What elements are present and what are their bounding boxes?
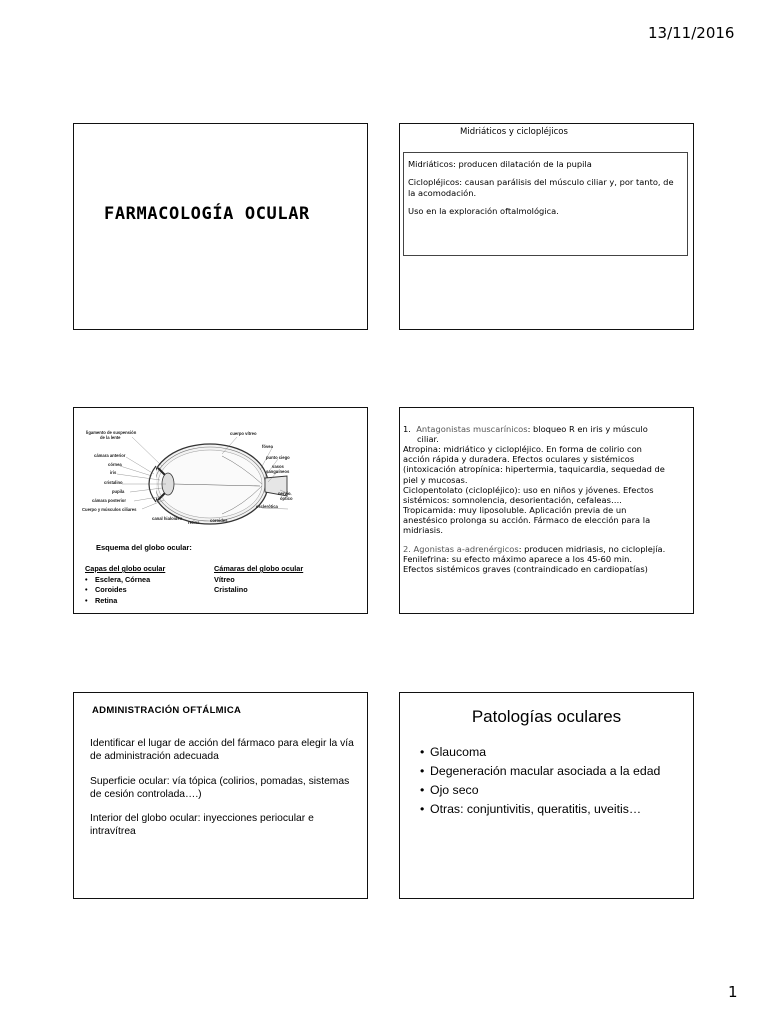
label-camara-posterior: cámara posterior: [92, 498, 126, 503]
page-date: 13/11/2016: [648, 24, 735, 42]
slide-patologias: [399, 692, 694, 899]
label-retina: retina: [188, 520, 200, 525]
list-item: Cristalino: [214, 585, 248, 595]
page-number: 1: [728, 983, 738, 1001]
text-line: acción rápida y duradera. Efectos oculares y sistémicos: [403, 454, 635, 465]
label-vasos: vasos: [272, 464, 284, 469]
layers-heading: Capas del globo ocular: [85, 564, 166, 573]
paragraph-1: Identificar el lugar de acción del fármaco para elegir la vía de administración adecuada: [90, 738, 354, 762]
label-pupila: pupila: [112, 489, 125, 494]
label-cristalino: cristalino: [104, 480, 123, 485]
slide-heading: ADMINISTRACIÓN OFTÁLMICA: [92, 705, 242, 716]
label-ligamento-2: de la lente: [100, 435, 121, 440]
list-item: • Coroides: [85, 585, 165, 596]
list-item: • Degeneración macular asociada a la edad: [420, 762, 660, 781]
slide-midriaticos: [399, 123, 694, 330]
definition-cicloplejicos: Ciclopléjicos: causan parálisis del músculo ciliar y, por tanto, de la acomodación.: [408, 177, 674, 198]
label-cornea: córnea: [108, 462, 122, 467]
text-line: midriasis.: [403, 525, 444, 536]
label-cuerpo-musculos: Cuerpo y músculos ciliares: [82, 507, 137, 512]
list-item: • Retina: [85, 596, 165, 607]
slide-globo-ocular: [73, 407, 368, 614]
label-camara-anterior: cámara anterior: [94, 453, 126, 458]
text-line: anestésico prolonga su acción. Fármaco de elección para la: [403, 514, 651, 525]
eye-anatomy-diagram: [82, 426, 327, 530]
slide-heading: Midriáticos y ciclopléjicos: [460, 127, 568, 137]
slide-farmacos-midriaticos: [399, 407, 694, 614]
text-line: sistémicos: somnolencia, desorientación, cefaleas….: [403, 494, 622, 505]
text-line: piel y mucosas.: [403, 474, 468, 485]
slide-title: FARMACOLOGÍA OCULAR: [104, 204, 310, 224]
slide-administracion: [73, 692, 368, 899]
list-item: • Glaucoma: [420, 743, 660, 762]
list-item: • Ojo seco: [420, 781, 660, 800]
label-nervio-2: óptico: [280, 496, 293, 501]
diagram-caption: Esquema del globo ocular:: [96, 543, 192, 552]
drug-list: [403, 424, 693, 575]
text-line: Fenilefrina: su efecto máximo aparece a los 45-60 min.: [403, 554, 633, 565]
list-item: • Otras: conjuntivitis, queratitis, uveitis…: [420, 800, 660, 819]
label-coroides: coroides: [210, 518, 228, 523]
item1-line: 1. Antagonistas muscarínicos: bloqueo R en iris y músculo: [403, 424, 648, 434]
slide-title-farmacologia: [73, 123, 368, 330]
text-line: Atropina: midriático y ciclopléjico. En forma de colirio con: [403, 444, 642, 455]
pathology-list: [420, 743, 660, 819]
label-punto-ciego: punto ciego: [266, 455, 290, 460]
list-item: • Esclera, Córnea: [85, 575, 165, 586]
label-esclerotica: esclerótica: [256, 504, 278, 509]
text-line: Efectos sistémicos graves (contraindicado en cardiopatías): [403, 564, 648, 575]
chambers-heading: Cámaras del globo ocular: [214, 564, 304, 573]
label-nervio: nervio: [278, 491, 291, 496]
administration-text: [90, 738, 360, 851]
text-line: (intoxicación atropínica: hipertermia, taquicardia, sequedad de: [403, 464, 665, 475]
text-line: Tropicamida: muy liposoluble. Aplicación previa de un: [403, 504, 627, 515]
label-ligamento: ligamento de suspensión: [86, 430, 137, 435]
usage-note: Uso en la exploración oftalmológica.: [408, 206, 559, 217]
label-fovea: fóvea: [262, 444, 273, 449]
label-cuerpo-vitreo: cuerpo vítreo: [230, 431, 257, 436]
paragraph-3: Interior del globo ocular: inyecciones periocular e intravítrea: [90, 813, 314, 838]
chambers-column: [214, 564, 303, 596]
definition-midriaticos: Midriáticos: producen dilatación de la pupila: [408, 159, 592, 169]
layers-column: [85, 564, 165, 606]
list-item: Vítreo: [214, 574, 235, 584]
item1-line-2: ciliar.: [417, 434, 439, 445]
label-canal-hialoideo: canal hialoideo: [152, 516, 183, 521]
label-vasos-2: sanguíneos: [266, 469, 290, 474]
slide-heading: Patologías oculares: [471, 707, 622, 726]
label-iris: iris: [110, 470, 117, 475]
paragraph-2: Superficie ocular: vía tópica (colirios, pomadas, sistemas de cesión controlada….): [90, 775, 350, 800]
text-line: Ciclopentolato (ciclopléjico): uso en niños y jóvenes. Efectos: [403, 484, 654, 495]
item2-line: 2. Agonistas a-adrenérgicos: producen midriasis, no cicloplejía.: [403, 544, 666, 555]
definitions-box: [403, 152, 688, 256]
